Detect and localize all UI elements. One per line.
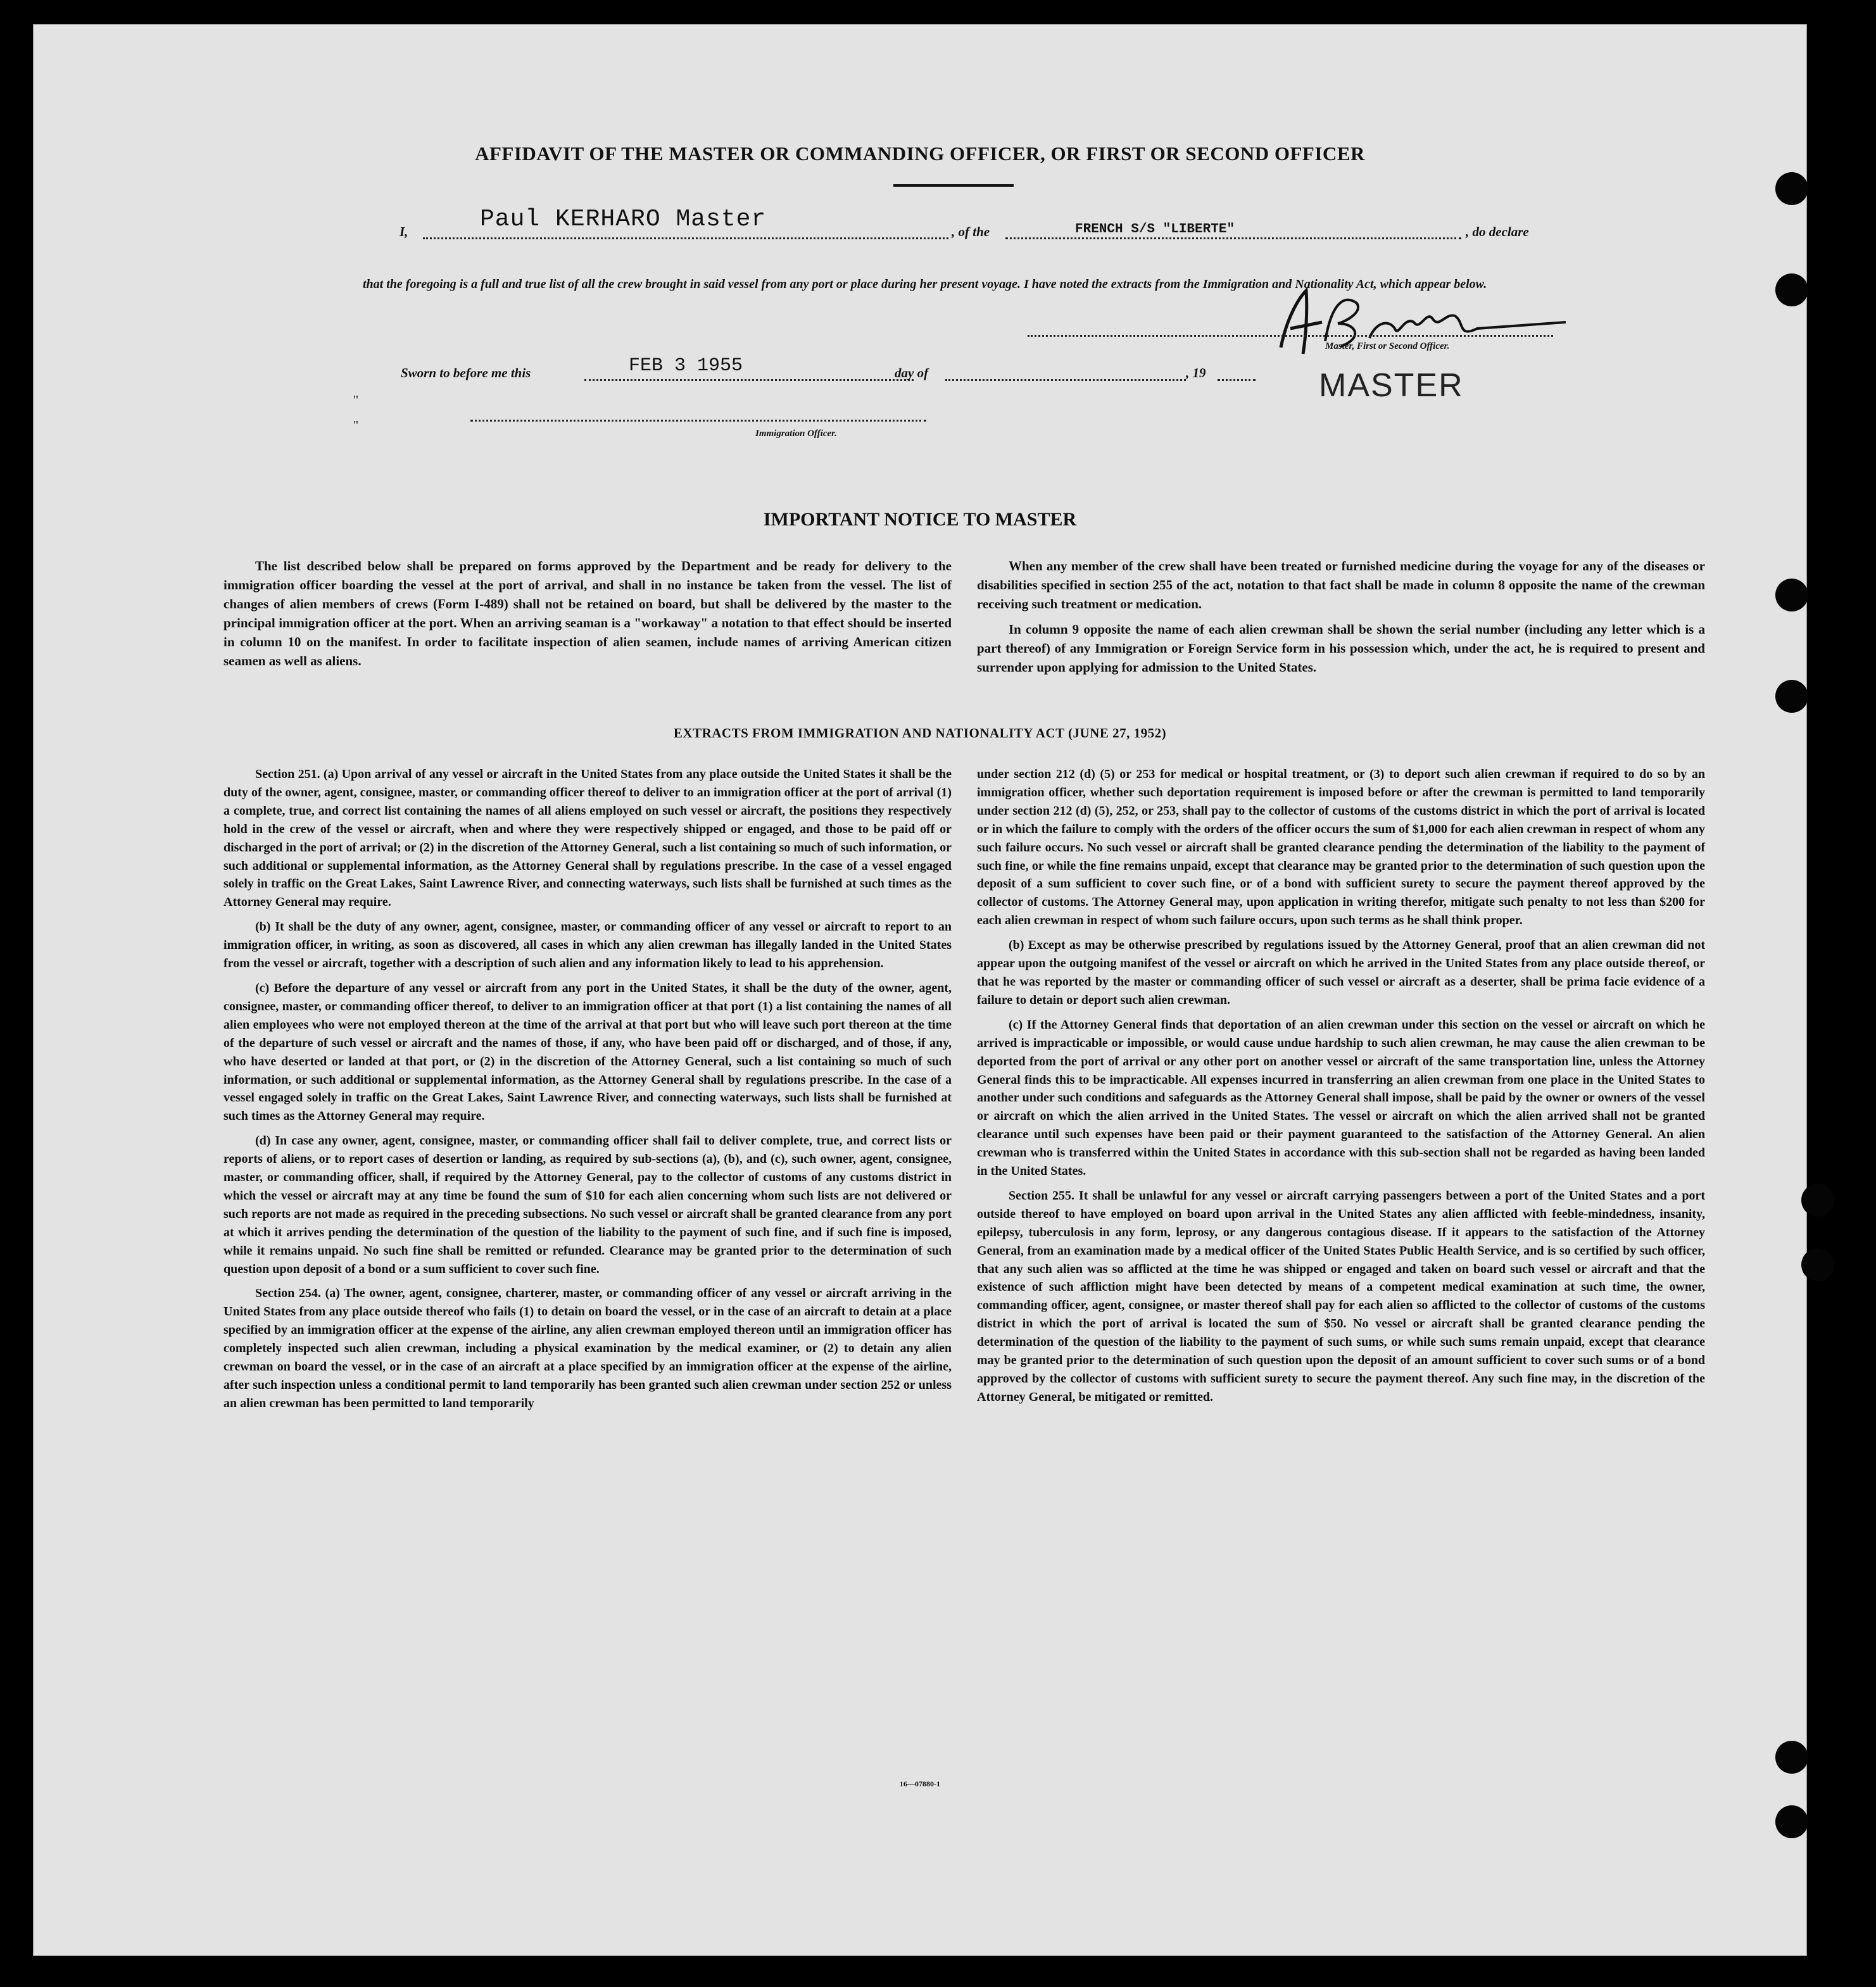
section-251d: (d) In case any owner, agent, consignee, master, or commanding officer shall fail to deliver complete, true, and correct lists or reports of aliens, or to report cases of desertion or landing, as required by sub-sections (a), (b), and (c), such owner, agent, consignee, master, or commanding officer, shall, if required by the Attorney General, pay to the collector of customs of any customs district in which the vessel or aircraft may at any time be found the sum of $10 for each alien concerning whom such lists are not delivered or such reports are not made as required in the preceding subsections. No such vessel or aircraft shall be granted clearance from any port at which it arrives pending the determination of the question of the liability to the payment of such fine, and if such fine is imposed, while it remains unpaid. No such fine shall be remitted or refunded. Clearance may be granted prior to the determination of such question upon deposit of a bond or a sum sufficient to cover such fine. [223,1134,952,1276]
notice-heading: IMPORTANT NOTICE TO MASTER [763,509,1077,530]
declaration-text: that the foregoing is a full and true list of all the crew brought in said vessel from any port or place during her present voyage. I have noted the extracts from the Immigration and Nationality Act, which appear below. [363,277,1487,291]
section-254c: (c) If the Attorney General finds that deportation of an alien crewman under this section on the vessel or aircraft on which he arrived is impracticable or impossible, or would cause undue hardship to such alien crewman, he may cause the alien crewman to be deported from the port of arrival or any other port on another vessel or aircraft of the same transportation line, unless the Attorney General finds this to be impracticable. All expenses incurred in transferring an alien crewman from one place in the United States to another under such conditions and safeguards as the Attorney General shall impose, shall be paid by the owner or owners of the vessel or aircraft on which the alien arrived in the United States. The vessel or aircraft on which the alien arrived shall not be granted clearance until such expenses have been paid or their payment guaranteed to the satisfaction of the Attorney General. An alien crewman who is transferred within the United States in accordance with this sub-section shall not be regarded as having been landed in the United States. [977,1017,1705,1179]
label-i: I, [400,224,408,239]
declarant-name: Paul KERHARO Master [480,206,767,233]
section-254b: (b) Except as may be otherwise prescribed by regulations issued by the Attorney General, proof that an alien crewman did not appear upon the outgoing manifest of the vessel or aircraft on which he arrived in the United States from any place outside thereof, or that he was reported by the master or commanding officer of such vessel or aircraft as a deserter, shall be prima facie evidence of a failure to detain or deport such alien crewman. [977,938,1705,1007]
label-of-the: , of the [952,224,990,239]
sworn-label: Sworn to before me this [401,365,531,380]
vessel-name: FRENCH S/S "LIBERTE" [1075,222,1235,237]
sworn-date: FEB 3 1955 [629,355,743,377]
sworn-date-dots [584,379,914,381]
year-label: , 19 [1186,365,1206,380]
master-stamp: MASTER [1319,367,1464,404]
punch-hole [1775,172,1808,205]
affidavit-title: AFFIDAVIT OF THE MASTER OR COMMANDING OFFICER, OR FIRST OR SECOND OFFICER [475,142,1365,165]
notice-paragraph: When any member of the crew shall have been treated or furnished medicine during the voyage for any of the diseases or disabilities specified in section 255 of the act, notation to that fact shall be made in column 8 opposite the name of the crewman receiving such treatment or medication. [977,558,1705,611]
extracts-left-column [223,765,952,1419]
ditto-mark: " [353,418,362,432]
form-number: 16—07880-1 [900,1779,940,1788]
vessel-dots [1005,237,1461,239]
extracts-right-column [977,765,1705,1413]
month-dots [945,379,1186,381]
section-251a: Section 251. (a) Upon arrival of any vessel or aircraft in the United States from any place outside the United States it shall be the duty of the owner, agent, consignee, master, or commanding officer thereof to deliver to an immigration officer at the port of arrival (1) a complete, true, and correct list containing the names of all aliens employed on such vessel or aircraft, the positions they respectively hold in the crew of the vessel or aircraft, when and where they were respectively shipped or engaged, and those to be paid off or discharged in the port of arrival; or (2) in the discretion of the Attorney General, such a list containing so much of such information, or such additional or supplemental information, as the Attorney General shall by regulations prescribe. In the case of a vessel engaged solely in traffic on the Great Lakes, Saint Lawrence River, and connecting waterways, such lists shall be furnished at such times as the Attorney General may require. [223,767,952,910]
day-of-label: day of [895,365,929,380]
title-rule [893,184,1014,187]
punch-hole [1775,273,1808,306]
notice-left-column [223,556,952,677]
punch-hole [1801,1248,1834,1281]
punch-hole [1775,680,1808,713]
punch-hole [1775,1741,1808,1774]
year-dots [1218,379,1256,381]
notice-paragraph: In column 9 opposite the name of each alien crewman shall be shown the serial number (including any letter which is a part thereof) of any Immigration or Foreign Service form in his possession which, under the act, he is required to present and surrender upon applying for admission to the United States. [977,622,1705,675]
officer-signature-line [1028,335,1553,337]
notice-right-column [977,556,1705,683]
extracts-heading: EXTRACTS FROM IMMIGRATION AND NATIONALITY ACT (JUNE 27, 1952) [673,725,1167,741]
immigration-officer-caption: Immigration Officer. [755,429,837,439]
document-page [33,24,1807,1956]
section-255: Section 255. It shall be unlawful for any vessel or aircraft carrying passengers between a port of the United States and a port outside thereof to have employed on board upon arrival in the United States any alien afflicted with feeble-mindedness, insanity, epilepsy, tuberculosis in any form, leprosy, or any dangerous contagious disease. If it appears to the satisfaction of the Attorney General, from an examination made by a medical officer of the United States Public Health Service, and is so certified by such officer, that any such alien was so afflicted at the time he was shipped or engaged and taken on board such vessel or aircraft and that the existence of such affliction might have been detected by means of a competent medical examination at such time, the owner, commanding officer, agent, consignee, or master thereof shall pay for each alien so afflicted to the collector of customs of the customs district in which the port of arrival is located the sum of $50. No vessel or aircraft shall be granted clearance pending the determination of the question of the liability to the payment of such sums, or while such sums remain unpaid, except that clearance may be granted prior to the determination of such question upon the deposit of an amount sufficient to cover such sums or of a bond approved by the collector of customs with sufficient surety to secure the payment thereof. Any such fine may, in the discretion of the Attorney General, be mitigated or remitted. [977,1188,1705,1404]
punch-hole [1801,1184,1834,1217]
label-do-declare: , do declare [1466,224,1529,239]
section-251c: (c) Before the departure of any vessel or aircraft from any port in the United States, it shall be the duty of the owner, agent, consignee, master, or commanding officer thereof, to deliver to an immigration officer at that port (1) a list containing the names of all alien employees who were not employed thereon at the time of the arrival at that port but who will leave such port thereon at the time of the departure of such vessel or aircraft and the names of those, if any, who have been paid off or discharged, and of those, if any, who have deserted or landed at that port, or (2) in the discretion of the Attorney General, such a list containing so much of such information, or such additional or supplemental information, as the Attorney General shall by regulations prescribe. In the case of a vessel engaged solely in traffic on the Great Lakes, Saint Lawrence River, and connecting waterways, such lists shall be furnished at such times as the Attorney General may require. [223,981,952,1124]
punch-hole [1775,1805,1808,1838]
master-signature [1237,278,1604,367]
section-251b: (b) It shall be the duty of any owner, agent, consignee, master, or commanding officer of any vessel or aircraft to report to an immigration officer, in writing, as soon as discovered, all cases in which any alien crewman has illegally landed in the United States from the vessel or aircraft, together with a description of such alien and any information likely to lead to his apprehension. [223,920,952,971]
punch-hole [1775,579,1808,611]
immigration-officer-line [470,420,926,422]
declarant-dots [423,237,948,239]
section-254a: Section 254. (a) The owner, agent, consignee, charterer, master, or commanding officer of any vessel or aircraft arriving in the United States from any place outside thereof who fails (1) to detain on board the vessel, or in the case of an aircraft to detain at a place specified by an immigration officer at the expense of the airline, any alien crewman employed thereon until an immigration officer has completely inspected such alien crewman, including a physical examination by the medical examiner, or (2) to detain any alien crewman on board the vessel, or in the case of an aircraft at a place specified by an immigration officer at the expense of the airline, after such inspection unless a conditional permit to land temporarily has been granted such alien crewman under section 252 or unless an alien crewman has been permitted to land temporarily [223,1286,952,1410]
ditto-mark: " [353,393,362,407]
officer-caption: Master, First or Second Officer. [1325,341,1450,351]
section-254a-continued: under section 212 (d) (5) or 253 for medical or hospital treatment, or (3) to deport such alien crewman if required to do so by an immigration officer, whether such deportation requirement is imposed before or after the crewman is permitted to land temporarily under section 212 (d) (5), 252, or 253, shall pay to the collector of customs of the customs district in which the port of arrival is located or in which the failure to comply with the orders of the officer occurs the sum of $1,000 for each alien crewman in respect of whom any such failure occurs. No such vessel or aircraft shall be granted clearance pending the determination of the liability to the payment of such fine, or while the fine remains unpaid, except that clearance may be granted prior to the determination of such question upon the deposit of a sum sufficient to cover such fine, or of a bond with sufficient surety to secure the payment thereof approved by the collector of customs. The Attorney General may, upon application in writing therefor, mitigate such penalty to not less than $200 for each alien crewman in respect of whom such failure occurs, upon such terms as he shall think proper. [977,767,1705,928]
notice-paragraph: The list described below shall be prepared on forms approved by the Department and be ready for delivery to the immigration officer boarding the vessel at the port of arrival, and shall in no instance be taken from the vessel. The list of changes of alien members of crews (Form I-489) shall not be retained on board, but shall be delivered by the master to the principal immigration officer at the port. When an arriving seaman is a "workaway" a notation to that effect should be inserted in column 10 on the manifest. In order to facilitate inspection of alien seamen, include names of arriving American citizen seamen as well as aliens. [223,558,952,668]
